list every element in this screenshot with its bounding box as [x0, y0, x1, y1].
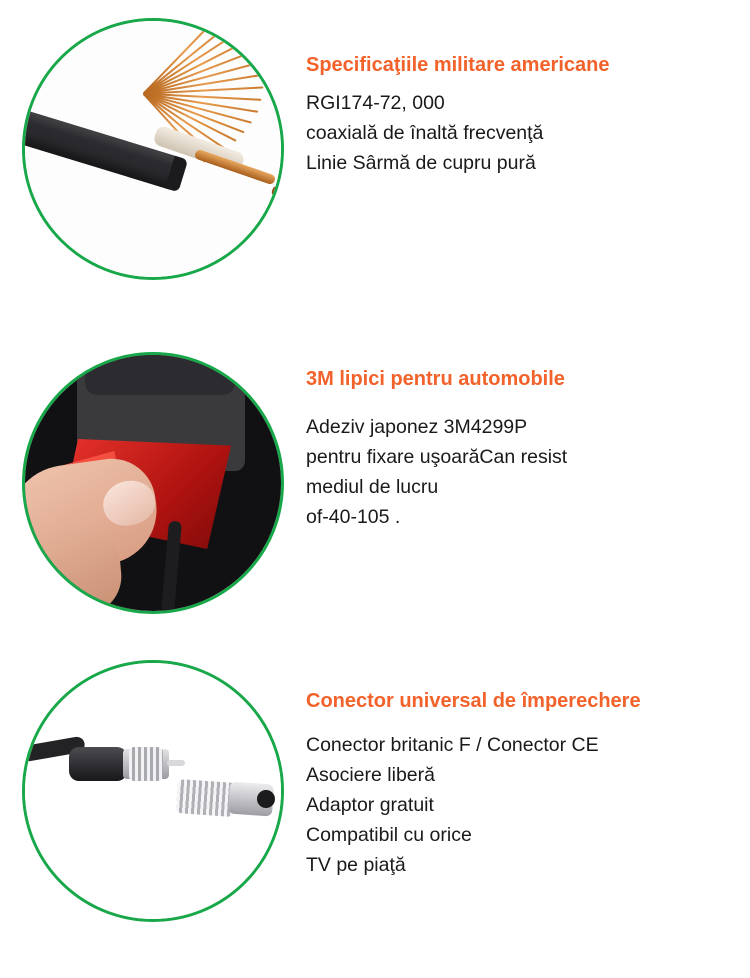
feature-line: mediul de lucru — [306, 476, 439, 498]
feature-text-universal-connector — [306, 688, 736, 880]
feature-title: Specificaţiile militare americane — [306, 54, 610, 76]
feature-image-connectors — [22, 660, 284, 922]
feature-line: Conector britanic F / Conector CE — [306, 734, 599, 756]
feature-line: of-40-105 . — [306, 506, 401, 528]
antenna-base-top — [85, 355, 235, 395]
feature-image-coaxial-cable — [22, 18, 284, 280]
feature-line: Compatibil cu orice — [306, 824, 472, 846]
feature-line: Adaptor gratuit — [306, 794, 434, 816]
adhesive-peel-photo — [25, 355, 281, 611]
feature-line: coaxială de înaltă frecvenţă — [306, 122, 544, 144]
feature-line: Linie Sârmă de cupru pură — [306, 152, 536, 174]
hand-second-finger — [22, 525, 125, 614]
feature-title: 3M lipici pentru automobile — [306, 368, 565, 390]
f-connector-knurled-nut — [129, 747, 163, 781]
feature-image-3m-adhesive — [22, 352, 284, 614]
feature-title: Conector universal de împerechere — [306, 690, 641, 712]
feature-line: TV pe piaţă — [306, 854, 406, 876]
feature-line: pentru fixare uşoarăCan resist — [306, 446, 568, 468]
connectors-photo — [25, 663, 281, 919]
feature-line: Adeziv japonez 3M4299P — [306, 416, 528, 438]
coaxial-cable-photo — [25, 21, 281, 277]
feature-line: RGI174-72, 000 — [306, 92, 445, 114]
connector-boot — [69, 747, 127, 781]
ce-connector-knurled-body — [176, 779, 236, 817]
feature-line: Asociere liberă — [306, 764, 435, 786]
cable-core-tip — [271, 185, 284, 198]
feature-text-3m-adhesive — [306, 366, 736, 532]
f-connector-pin — [167, 760, 185, 766]
feature-text-military-spec — [306, 52, 736, 178]
ce-connector-socket — [257, 790, 275, 808]
